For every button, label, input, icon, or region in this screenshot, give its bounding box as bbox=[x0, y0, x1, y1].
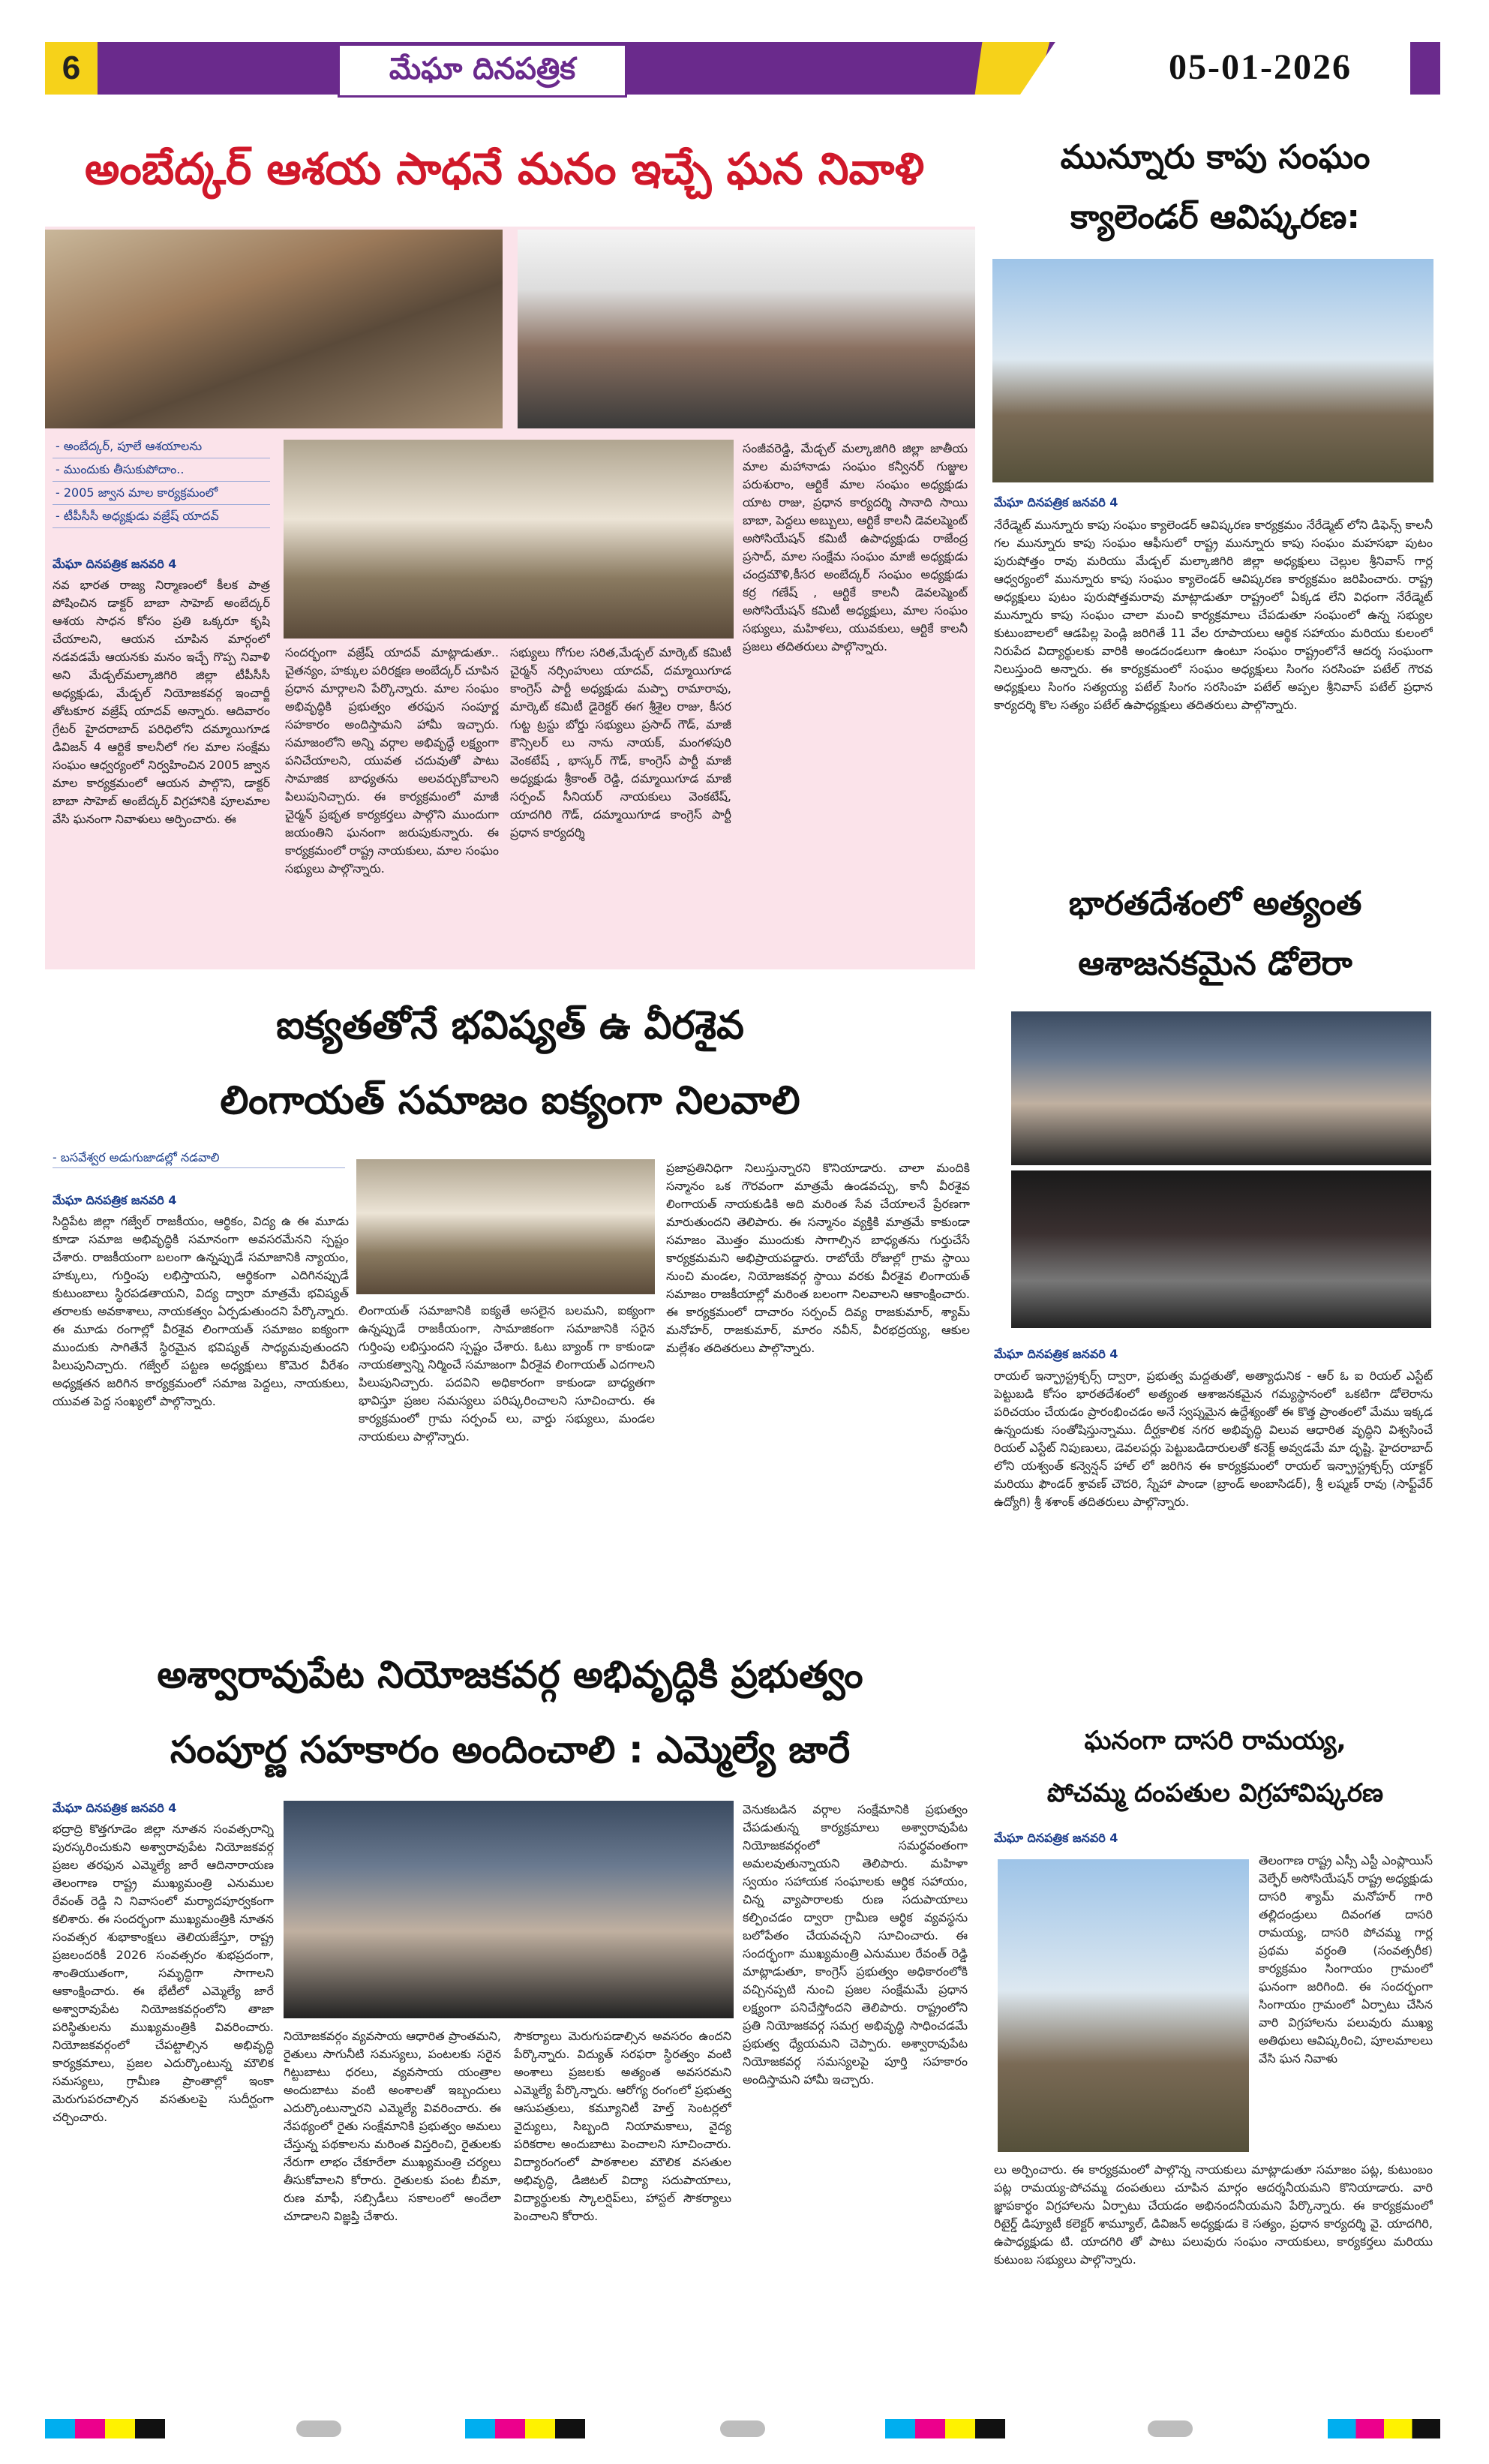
munnuru-byline: మేఘా దినపత్రిక జనవరి 4 bbox=[994, 495, 1118, 509]
page-number: 6 bbox=[45, 42, 98, 95]
bullet-item: - ముందుకు తీసుకుపోదాం.. bbox=[53, 458, 270, 482]
dholera-headline-2: ఆశాజనకమైన డోలెరా bbox=[1078, 945, 1352, 983]
ambedkar-col2: సందర్భంగా వజ్రేష్ యాదవ్ మాట్లాడుతూ.. చైతన్యం, హక్కుల పరిరక్షణ అంబేద్కర్ చూపిన ప్రధాన మార్గాలని పేర్కొన్నారు. మాల సంఘం అభివృద్ధికి ప్రభుత్వం తరఫున సంపూర్ణ సహకారం అందిస్తామని హామీ ఇచ్చారు. సమాజంలోని అన్ని వర్గాల అభివృద్ధే లక్ష్యంగా పనిచేయాలని, యువత చదువుతో పాటు సామాజిక బాధ్యతను అలవర్చుకోవాలని పిలుపునిచ్చారు. ఈ కార్యక్రమంలో మాజీ చైర్మన్ ప్రభృత కార్యకర్తలు పాల్గొని ముందుగా జయంతిని ఘనంగా జరుపుకున్నారు. ఈ కార్యక్రమంలో రాష్ట్ర నాయకులు, మాల సంఘం సభ్యులు పాల్గొన్నారు. bbox=[285, 645, 499, 876]
color-calibration-strip bbox=[45, 2419, 165, 2438]
lingayat-subline: - బసవేశ్వర అడుగుజాడల్లో నడవాలి bbox=[53, 1148, 345, 1168]
dasari-headline-2: పోచమ్మ దంపతుల విగ్రహావిష్కరణ bbox=[1046, 1778, 1384, 1808]
registration-mark bbox=[296, 2420, 341, 2437]
ambedkar-headline: అంబేద్కర్ ఆశయ సాధనే మనం ఇచ్చే ఘన నివాళి bbox=[84, 143, 925, 194]
aswaraopet-col2: నియోజకవర్గం వ్యవసాయ ఆధారిత ప్రాంతమని, రైతులు సాగునీటి సమస్యలు, పంటలకు సరైన గిట్టుబాటు ధరలు, వ్యవసాయ యంత్రాల అందుబాటు వంటి అంశాలతో ఇబ్బందులు ఎదుర్కొంటున్నారని ఎమ్మెల్యే వివరించారు. ఈ నేపథ్యంలో రైతు సంక్షేమానికి ప్రభుత్వం అమలు చేస్తున్న పథకాలను మరింత విస్తరించి, రైతులకు నేరుగా లాభం చేకూరేలా ముఖ్యమంత్రి చర్యలు తీసుకోవాలని కోరారు. రైతులకు పంట బీమా, రుణ మాఫీ, సబ్సిడీలు సకాలంలో అందేలా చూడాలని విజ్ఞప్తి చేశారు. bbox=[284, 2029, 501, 2223]
dasari-photo-statues bbox=[998, 1859, 1249, 2152]
dasari-byline: మేఘా దినపత్రిక జనవరి 4 bbox=[994, 1831, 1118, 1845]
lingayat-headline-2: లింగాయత్ సమాజం ఐక్యంగా నిలవాలి bbox=[220, 1078, 800, 1123]
issue-date: 05-01-2026 bbox=[1169, 47, 1352, 87]
munnuru-headline-2: క్యాలెండర్ ఆవిష్కరణ: bbox=[1070, 198, 1360, 236]
lingayat-headline-1: ఐక్యతతోనే భవిష్యత్ ఉ వీరశైవ bbox=[276, 1003, 744, 1048]
aswaraopet-byline: మేఘా దినపత్రిక జనవరి 4 bbox=[53, 1801, 177, 1815]
registration-mark bbox=[720, 2420, 765, 2437]
lingayat-col2: లింగాయత్ సమాజానికి ఐక్యతే అసలైన బలమని, ఐక్యంగా ఉన్నప్పుడే రాజకీయంగా, సామాజికంగా సమాజానికి సరైన గుర్తింపు లభిస్తుందని స్పష్టం చేశారు. ఓటు బ్యాంక్ గా కాకుండా నాయకత్వాన్ని నిర్మించే సమాజంగా వీరశైవ లింగాయత్ ఎదగాలని పిలుపునిచ్చారు. పదవిని అధికారంగా కాకుండా బాధ్యతగా భావిస్తూ ప్రజల సమస్యలు పరిష్కరించాలని సూచించారు. ఈ కార్యక్రమంలో గ్రామ సర్పంచ్ లు, వార్డు సభ్యులు, మండల నాయకులు పాల్గొన్నారు. bbox=[359, 1303, 655, 1444]
munnuru-photo bbox=[992, 259, 1433, 482]
dasari-col-side: తెలంగాణ రాష్ట్ర ఎస్సీ ఎస్టీ ఎంప్లాయిస్ వెల్ఫేర్ అసోసియేషన్ రాష్ట్ర అధ్యక్షుడు దాసరి శ్యామ్ మనోహర్ గారి తల్లిదండ్రులు దివంగత దాసరి రామయ్య, దాసరి పోచమ్మ గార్ల ప్రథమ వర్ధంతి (సంవత్సరీక) కార్యక్రమం సింగాయం గ్రామంలో ఘనంగా జరిగింది. ఈ సందర్భంగా సింగాయం గ్రామంలో ఏర్పాటు చేసిన వారి విగ్రహాలను పలువురు ముఖ్య అతిథులు ఆవిష్కరించి, పూలమాలలు వేసి ఘన నివాళు bbox=[1259, 1853, 1433, 2066]
ambedkar-photo-statue bbox=[518, 230, 975, 428]
dholera-photo-press bbox=[1011, 1011, 1431, 1165]
aswaraopet-col1: భద్రాద్రి కొత్తగూడెం జిల్లా నూతన సంవత్సరాన్ని పురస్కరించుకుని అశ్వారావుపేట నియోజకవర్గ ప్రజల తరఫున ఎమ్మెల్యే జారే ఆదినారాయణ తెలంగాణ రాష్ట్ర ముఖ్యమంత్రి ఎనుముల రేవంత్ రెడ్డి ని నివాసంలో మర్యాదపూర్వకంగా కలిశారు. ఈ సందర్భంగా ముఖ్యమంత్రికి నూతన సంవత్సర శుభాకాంక్షలు తెలియజేస్తూ, రాష్ట్ర ప్రజలందరికీ 2026 సంవత్సరం శుభప్రదంగా, శాంతియుతంగా, సమృద్ధిగా సాగాలని ఆకాంక్షించారు. ఈ భేటీలో ఎమ్మెల్యే జారే అశ్వారావుపేట నియోజకవర్గంలోని తాజా పరిస్థితులను ముఖ్యమంత్రికి వివరించారు. నియోజకవర్గంలో చేపట్టాల్సిన అభివృద్ధి కార్యక్రమాలు, ప్రజల ఎదుర్కొంటున్న మౌలిక సమస్యలు, గ్రామీణ ప్రాంతాల్లో ఇంకా మెరుగుపరచాల్సిన వసతులపై సుదీర్ఘంగా చర్చించారు. bbox=[53, 1822, 274, 2124]
masthead-logo: మేఘా దినపత్రిక bbox=[338, 44, 627, 98]
ambedkar-byline: మేఘా దినపత్రిక జనవరి 4 bbox=[53, 557, 177, 571]
munnuru-headline-1: మున్నూరు కాపు సంఘం bbox=[1060, 138, 1370, 176]
dholera-byline: మేఘా దినపత్రిక జనవరి 4 bbox=[994, 1347, 1118, 1361]
lingayat-photo bbox=[356, 1159, 655, 1294]
ambedkar-col1: నవ భారత రాజ్య నిర్మాణంలో కీలక పాత్ర పోషించిన డాక్టర్ బాబా సాహెబ్ అంబేద్కర్ ఆశయ సాధన కోసం ప్రతి ఒక్కరూ కృషి చేయాలని, ఆయన చూపిన మార్గంలో నడవడమే ఆయనకు మనం ఇచ్చే గొప్ప నివాళి అని మేడ్చల్‌మల్కాజిగిరి జిల్లా టీపీసీసీ అధ్యక్షుడు, మేడ్చల్ నియోజకవర్గ ఇంచార్జీ తోటకూర వజ్రేష్ యాదవ్ అన్నారు. ఆదివారం గ్రేటర్ హైదరాబాద్ పరిధిలోని దమ్మాయిగూడ డివిజన్ 4 ఆర్టికే కాలనీలో గల మాల సంక్షేమ సంఘం ఆధ్వర్యంలో నిర్వహించిన 2005 జ్వాన మాల కార్యక్రమంలో ఆయన పాల్గొని, డాక్టర్ బాబా సాహెబ్ అంబేద్కర్ విగ్రహానికి పూలమాల వేసి ఘనంగా నివాళులు అర్పించారు. ఈ bbox=[53, 578, 270, 826]
ambedkar-col4: సంజీవరెడ్డి, మేడ్చల్ మల్కాజిగిరి జిల్లా జాతీయ మాల మహానాడు సంఘం కన్వీనర్ గుజ్జుల పరుశురాం, ఆర్టికే మాల సంఘం అధ్యక్షుడు యాట రాజు, ప్రధాన కార్యదర్శి సానాది సాయి బాబా, పెద్దలు అబ్బులు, ఆర్టికే కాలనీ డెవలప్మెంట్ అసోసియేషన్ కమిటీ ఉపాధ్యక్షుడు రాజేంద్ర ప్రసాద్, మాల సంక్షేమ సంఘం మాజీ అధ్యక్షుడు చంద్రమౌళి,కీసర అంబేద్కర్ సంఘం అధ్యక్షుడు కర్ర గణేష్ , ఆర్టికే కాలనీ డెవలప్మెంట్ అసోసియేషన్ కమిటీ అధ్యక్షులు, మాల సంఘం సభ్యులు, మహిళలు, యువకులు, ఆర్టికే కాలనీ ప్రజలు తదితరులు పాల్గొన్నారు. bbox=[743, 441, 968, 654]
color-calibration-strip bbox=[465, 2419, 585, 2438]
aswaraopet-headline-1: అశ్వారావుపేట నియోజకవర్గ అభివృద్ధికి ప్రభుత్వం bbox=[157, 1653, 863, 1696]
bullet-item: - 2005 జ్వాన మాల కార్యక్రమంలో bbox=[53, 482, 270, 505]
lingayat-col3: ప్రజాప్రతినిధిగా నిలుస్తున్నారని కొనియాడారు. చాలా మందికి సన్మానం ఒక గౌరవంగా మాత్రమే ఉండవచ్చు, కానీ వీరశైవ లింగాయత్ నాయకుడికి అది మరింత సేవ చేయాలనే ప్రేరణగా మారుతుందని తెలిపారు. ఈ సన్మానం వ్యక్తికి మాత్రమే కాకుండా సమాజం మొత్తం ముందుకు సాగాల్సిన బాధ్యతను గుర్తుచేసే కార్యక్రమమని అభిప్రాయపడ్డారు. రాబోయే రోజుల్లో గ్రామ స్థాయి నుంచి మండల, నియోజకవర్గ స్థాయి వరకు వీరశైవ లింగాయత్ సమాజం రాజకీయాల్లో మరింత బలంగా నిలవాలని ఆకాంక్షించారు. ఈ కార్యక్రమంలో దాచారం సర్పంచ్ దివ్య రాజకుమార్, శ్యామ్ మనోహర్, రాజకుమార్, మారం నవీన్, వీరభద్రయ్య, ఆకుల మల్లేశం తదితరులు పాల్గొన్నారు. bbox=[666, 1161, 970, 1355]
ambedkar-bullets bbox=[53, 435, 270, 528]
color-calibration-strip bbox=[885, 2419, 1005, 2438]
munnuru-body: నేరేడ్మెట్ మున్నూరు కాపు సంఘం క్యాలెండర్ ఆవిష్కరణ కార్యక్రమం నేరేడ్మెట్ లోని డిఫెన్స్ కాలనీ గల మున్నూరు కాపు సంఘం ఆఫీసులో రాష్ట్ర మున్నూరు కాపు సంఘం మహసభా పుటం పురుషోత్తం రావు మరియు మేడ్చల్ మల్కాజిగిరి జిల్లా అధ్యక్షులు చెల్లుల శ్రీనివాస్ గార్ల ఆధ్వర్యంలో మున్నూరు కాపు సంఘం క్యాలెండర్ ఆవిష్కరణ కార్యక్రమం జరిపించారు. రాష్ట్ర అధ్యక్షులు పుటం పురుషోత్తమరావు మాట్లాడుతూ రాష్ట్రంలో ఏక్కడ లేని విధంగా నేరేడ్మెట్ మున్నూరు కాపు సంఘం చాలా మంచి కార్యక్రమాలు చేపడుతూ సంఘంలో ఉన్న సభ్యుల కుటుంబాలలో ఆడపిల్ల పెండ్లి జరిగితే 11 వేల రూపాయలు ఆర్థిక సహాయం మరియు కులంలో నిరుపేద విద్యార్థులకు వారికి అండదండలుగా ఉంటూ సంఘం రాష్ట్రంలోనే ఆదర్శ సంఘంగా నిలుస్తుంది అన్నారు. ఈ కార్యక్రమంలో సంఘం అధ్యక్షులు సింగం సరసింహ పటేల్ గౌరవ అధ్యక్షులు సింగం సత్యయ్య పటేల్ సింగం సరసింహ పటేల్ అప్పల శ్రీనివాస్ పటేల్ ప్రధాన కార్యదర్శి కొల సత్యం పటేల్ ఉపాధ్యక్షులు తదితరులు పాల్గొన్నారు. bbox=[994, 518, 1433, 712]
dholera-photo-group bbox=[1011, 1170, 1431, 1328]
aswaraopet-col3: సౌకర్యాలు మెరుగుపడాల్సిన అవసరం ఉందని పేర్కొన్నారు. విద్యుత్ సరఫరా స్థిరత్వం వంటి అంశాలు ప్రజలకు అత్యంత అవసరమని ఎమ్మెల్యే పేర్కొన్నారు. ఆరోగ్య రంగంలో ప్రభుత్వ ఆసుపత్రులు, కమ్యూనిటీ హెల్త్ సెంటర్లలో వైద్యులు, సిబ్బంది నియామకాలు, వైద్య పరికరాల అందుబాటు పెంచాలని సూచించారు. విద్యారంగంలో పాఠశాలల మౌలిక వసతుల అభివృద్ధి, డిజిటల్ విద్యా సదుపాయాలు, విద్యార్థులకు స్కాలర్షిప్‌లు, హాస్టల్ సౌకర్యాలు పెంచాలని కోరారు. bbox=[514, 2029, 731, 2223]
color-calibration-strip bbox=[1328, 2419, 1440, 2438]
aswaraopet-photo bbox=[284, 1801, 734, 2018]
bullet-item: - టీపీసీసీ అధ్యక్షుడు వజ్రేష్ యాదవ్ bbox=[53, 505, 270, 528]
dholera-body: రాయల్ ఇన్ఫ్రాస్ట్రక్చర్స్ ద్వారా, ప్రభుత్వ మద్దతుతో, అత్యాధునిక - ఆర్ ఓ ఐ రియల్ ఎస్టేట్ పెట్టుబడి కోసం భారతదేశంలో అత్యంత ఆశాజనకమైన గమ్యస్థానంలో ఒకటిగా డోలెరాను పరిచయం చేయడం ప్రారంభించడం అనే స్వప్నమైన ఉద్దేశ్యంతో ఈ కొత్త ప్రాంతంలో మేము ఇక్కడ ఉన్నందుకు సంతోషిస్తున్నాము. దీర్ఘకాలిక నగర అభివృద్ధి విలువ ఆధారిత వృద్ధిని విశ్వసించే రియల్ ఎస్టేట్ నిపుణులు, డెవలపర్లు పెట్టుబడిదారులతో కనెక్ట్ అవ్వడమే మా దృష్టి. హైదరాబాద్ లోని యశ్వంత్ కన్వెన్షన్ హాల్ లో జరిగిన ఈ కార్యక్రమంలో రాయల్ ఇన్ఫ్రాస్ట్రక్చర్స్ యాక్టర్ మరియు ఫౌండర్ శ్రావణ్ చౌదరి, స్నేహా పాండా (బ్రాండ్ అంబాసిడర్), శ్రీ లష్మణ్ రావు (సాఫ్ట్‌వేర్ ఉద్యోగి) శ్రీ శశాంక్ తదితరులు పాల్గొన్నారు. bbox=[994, 1369, 1433, 1509]
aswaraopet-col4: వెనుకబడిన వర్గాల సంక్షేమానికి ప్రభుత్వం చేపడుతున్న కార్యక్రమాలు అశ్వారావుపేట నియోజకవర్గంలో సమర్థవంతంగా అమలవుతున్నాయని తెలిపారు. మహిళా స్వయం సహాయక సంఘాలకు ఆర్థిక సహాయం, చిన్న వ్యాపారాలకు రుణ సదుపాయాలు కల్పించడం ద్వారా గ్రామీణ ఆర్థిక వ్యవస్థను బలోపేతం చేయవచ్చని సూచించారు. ఈ సందర్భంగా ముఖ్యమంత్రి ఎనుముల రేవంత్ రెడ్డి మాట్లాడుతూ, కాంగ్రెస్ ప్రభుత్వం అధికారంలోకి వచ్చినప్పటి నుంచి ప్రజల సంక్షేమమే ప్రధాన లక్ష్యంగా పనిచేస్తోందని తెలిపారు. రాష్ట్రంలోని ప్రతి నియోజకవర్గ సమగ్ర అభివృద్ధి సాధించడమే ప్రభుత్వ ధ్యేయమని చెప్పారు. అశ్వారావుపేట నియోజకవర్గ సమస్యలపై పూర్తి సహకారం అందిస్తామని హామీ ఇచ్చారు. bbox=[743, 1802, 968, 2087]
dholera-headline-1: భారతదేశంలో అత్యంత bbox=[1068, 885, 1362, 923]
ambedkar-photo-garland bbox=[284, 440, 734, 639]
registration-mark bbox=[1148, 2420, 1193, 2437]
ambedkar-photo-group bbox=[45, 230, 503, 428]
ambedkar-col3: సభ్యులు గోగుల సరిత,మేడ్చల్ మార్కెట్ కమిటీ చైర్మన్ నర్సింహులు యాదవ్, దమ్మాయిగూడ కాంగ్రెస్ పార్టీ అధ్యక్షుడు మప్పా రామారావు, మార్కెట్ కమిటీ డైరెక్టర్ ఈగ శ్రీశైల రాజు, కీసర గుట్ట ట్రస్టు బోర్డు సభ్యులు ప్రసాద్ గౌడ్, మాజీ కౌన్సిలర్ లు నాను నాయక్, మంగళపురి వెంకటేష్ , భాస్కర్ గౌడ్, కాంగ్రెస్ పార్టీ మాజీ అధ్యక్షుడు శ్రీకాంత్ రెడ్డి, దమ్మాయిగూడ మాజీ సర్పంచ్ సీనియర్ నాయకులు వెంకటేష్, యాదగిరి గౌడ్, దమ్మాయిగూడ కాంగ్రెస్ పార్టీ ప్రధాన కార్యదర్శి bbox=[510, 645, 731, 840]
lingayat-col1: సిద్దిపేట జిల్లా గజ్వేల్ రాజకీయం, ఆర్థికం, విద్య ఉ ఈ మూడు కూడా సమాజ అభివృద్ధికి సమానంగా అవసరమేనని స్పష్టం చేశారు. రాజకీయంగా బలంగా ఉన్నప్పుడే సమాజానికి న్యాయం, హక్కులు, గుర్తింపు లభిస్తాయని, ఆర్థికంగా ఎదిగినప్పుడే కుటుంబాలు స్థిరపడతాయని, విద్య ద్వారా మాత్రమే భవిష్యత్ తరాలకు అవకాశాలు, నాయకత్వం ఏర్పడుతుందని పేర్కొన్నారు. ఈ మూడు రంగాల్లో వీరశైవ లింగాయత్ సమాజం ఐక్యంగా ముందుకు సాగితేనే స్థిరమైన భవిష్యత్ సాధ్యమవుతుందని పిలుపునిచ్చారు. గజ్వేల్ పట్టణ అధ్యక్షులు కొమెర వీరేశం అధ్యక్షతన జరిగిన కార్యక్రమంలో సమాజ పెద్దలు, నాయకులు, యువత పెద్ద సంఖ్యలో పాల్గొన్నారు. bbox=[53, 1214, 349, 1408]
bullet-item: - అంబేద్కర్, పూలే ఆశయాలను bbox=[53, 435, 270, 458]
dasari-headline-1: ఘనంగా దాసరి రామయ్య, bbox=[1084, 1726, 1346, 1756]
aswaraopet-headline-2: సంపూర్ణ సహకారం అందించాలి : ఎమ్మెల్యే జారే bbox=[170, 1728, 851, 1771]
lingayat-byline: మేఘా దినపత్రిక జనవరి 4 bbox=[53, 1193, 177, 1207]
dasari-body: లు అర్పించారు. ఈ కార్యక్రమంలో పాల్గొన్న నాయకులు మాట్లాడుతూ సమాజం పట్ల, కుటుంబం పట్ల రామయ్య-పోచమ్మ దంపతులు చూపిన మార్గం ఆదర్శనీయమని కొనియాడారు. వారి జ్ఞాపకార్థం విగ్రహాలను ఏర్పాటు చేయడం అభినందనీయమని పేర్కొన్నారు. ఈ కార్యక్రమంలో రిటైర్డ్ డిప్యూటీ కలెక్టర్ శామ్యూల్, డివిజన్ అధ్యక్షుడు కె సత్యం, ప్రధాన కార్యదర్శి వై. యాదగిరి, ఉపాధ్యక్షుడు టి. యాదగిరి తో పాటు పలువురు సంఘం నాయకులు, కార్యకర్తలు మరియు కుటుంబ సభ్యులు పాల్గొన్నారు. bbox=[994, 2162, 1433, 2267]
